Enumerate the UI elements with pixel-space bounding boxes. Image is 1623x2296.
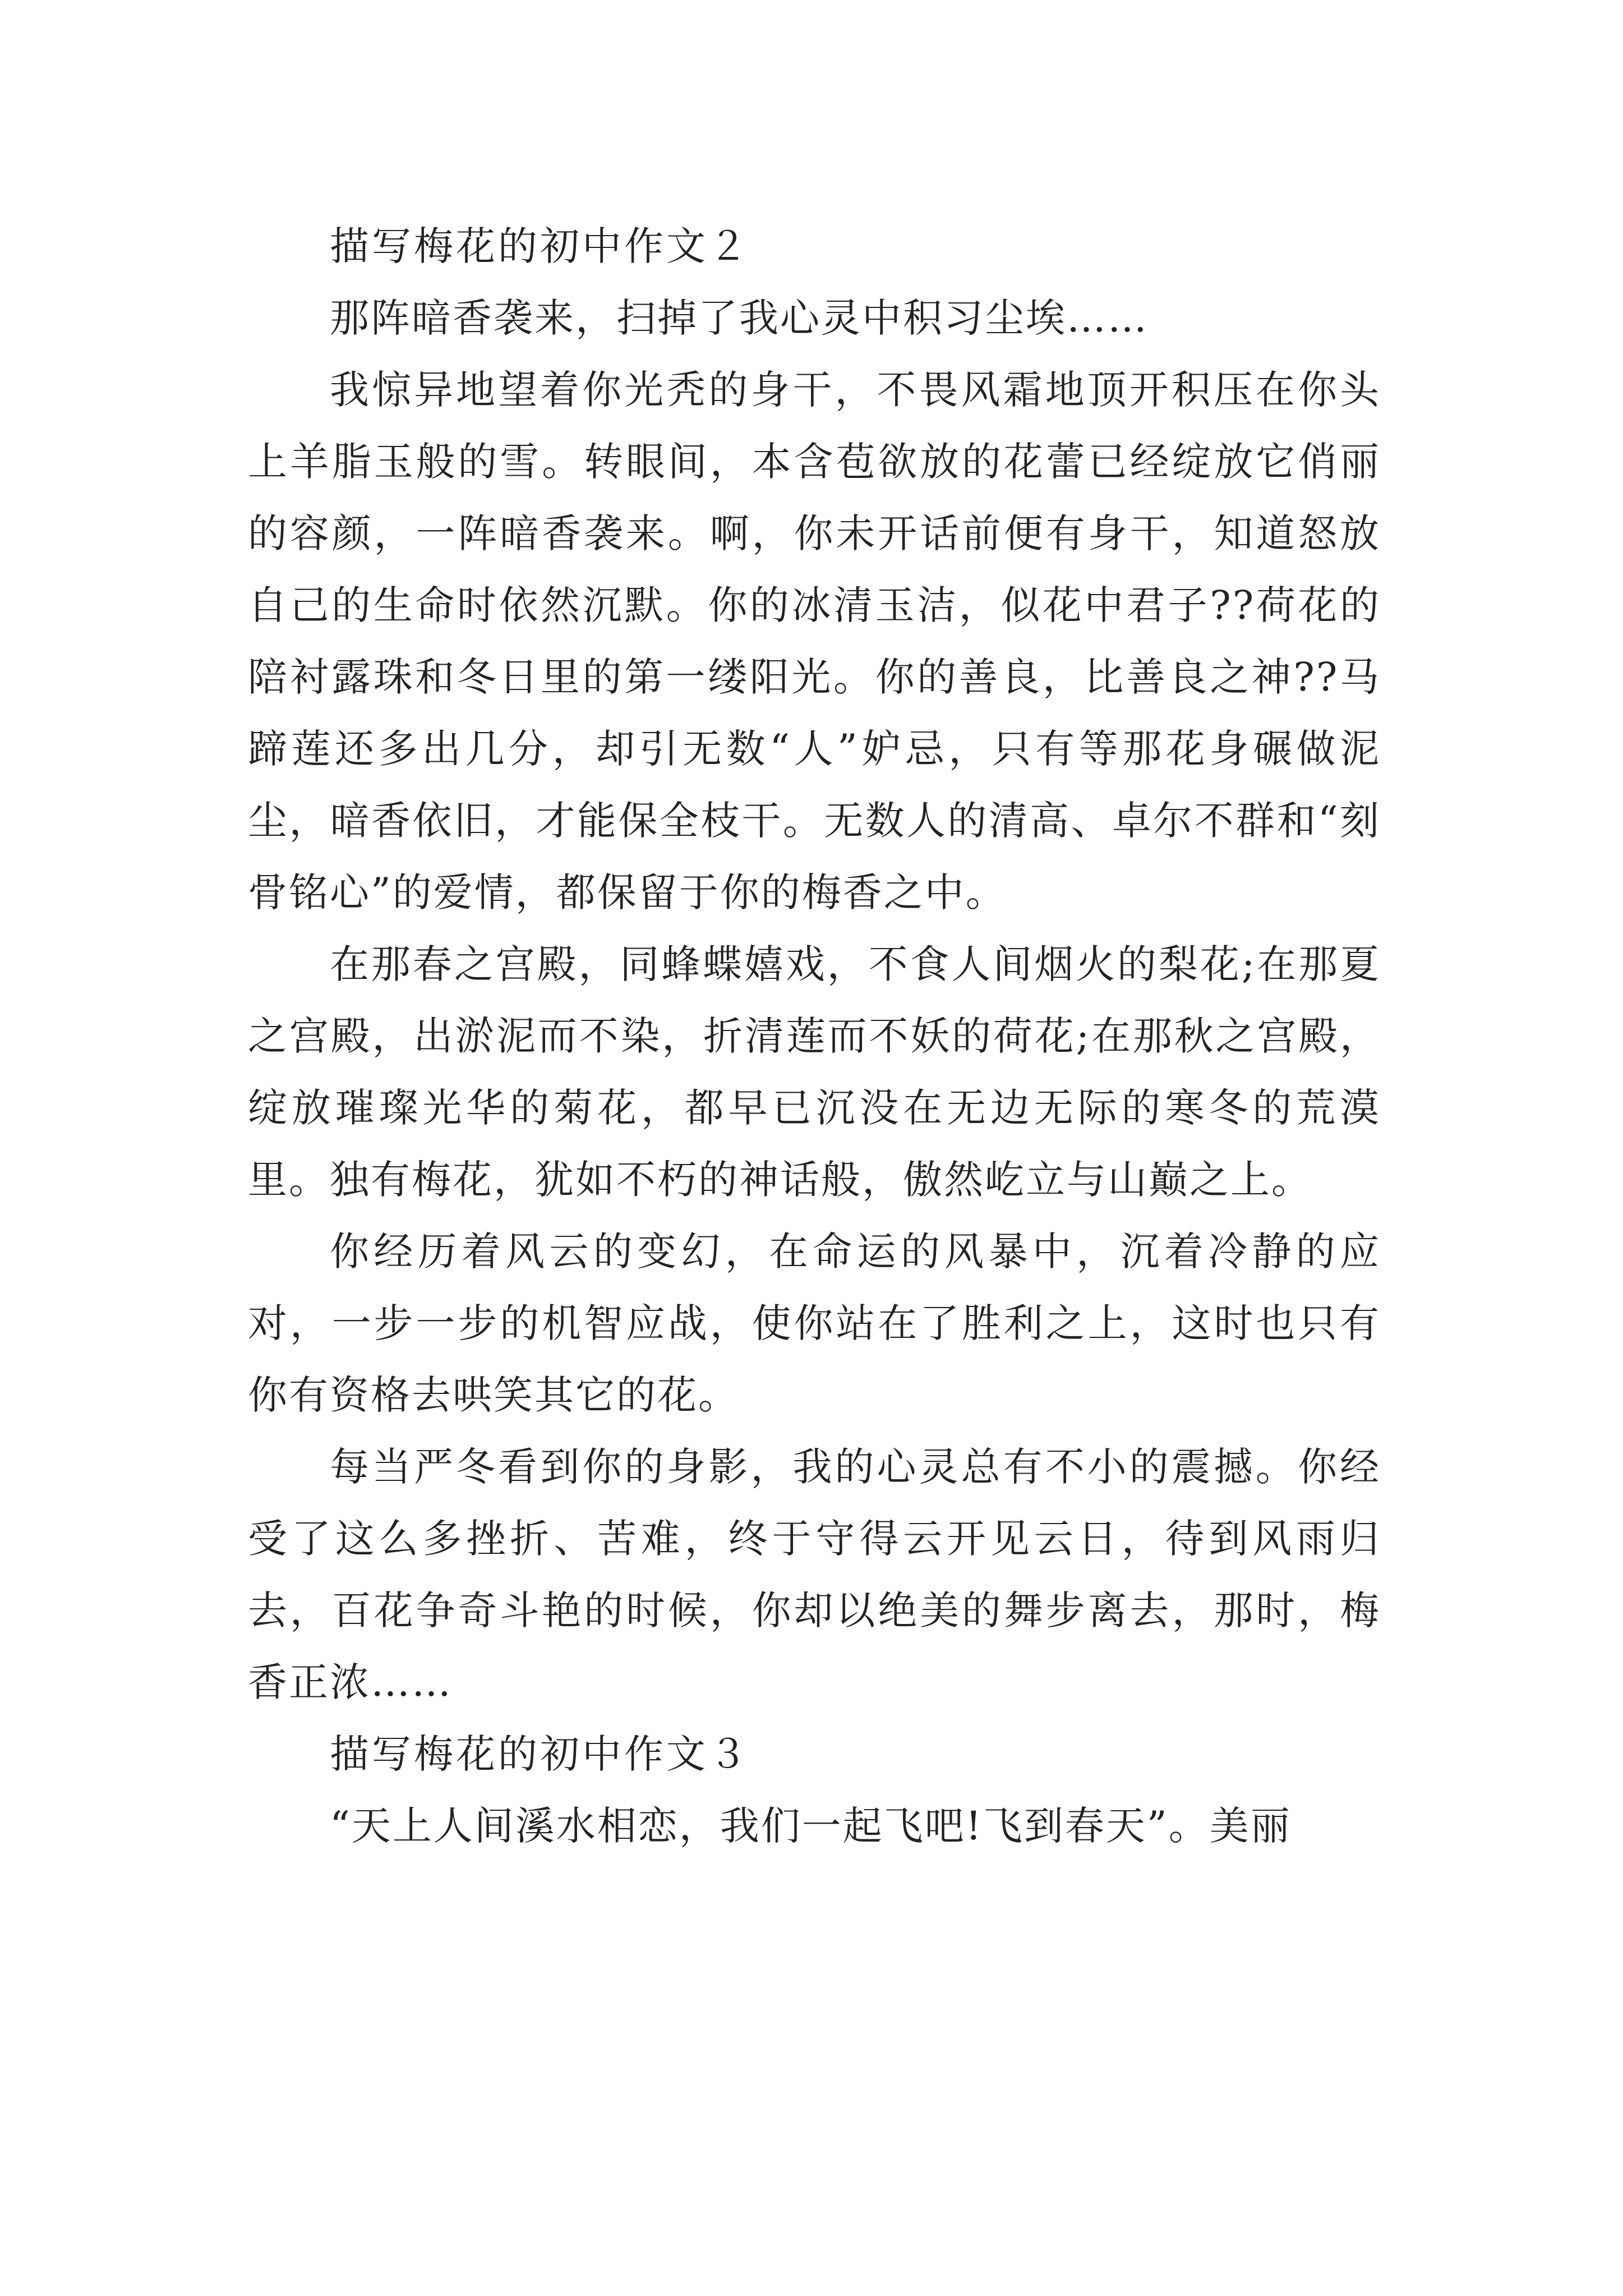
paragraph-storm: 你经历着风云的变幻，在命运的风暴中，沉着冷静的应对，一步一步的机智应战，使你站在了胜利之上，这时也只有你有资格去哄笑其它的花。	[248, 1228, 1381, 1418]
paragraph-winter: 每当严冬看到你的身影，我的心灵总有不小的震撼。你经受了这么多挫折、苦难，终于守得云开见云日，待到风雨归去，百花争奇斗艳的时候，你却以绝美的舞步离去，那时，梅香正浓……	[248, 1444, 1381, 1705]
paragraph-plum-description: 我惊异地望着你光秃的身干，不畏风霜地顶开积压在你头上羊脂玉般的雪。转眼间，本含苞欲放的花蕾已经绽放它俏丽的容颜，一阵暗香袭来。啊，你未开话前便有身干，知道怒放自己的生命时依然沉默。你的冰清玉洁，似花中君子??荷花的陪衬露珠和冬日里的第一缕阳光。你的善良，比善良之神??马蹄莲还多出几分，却引无数“人”妒忌，只有等那花身碾做泥尘，暗香依旧，才能保全枝干。无数人的清高、卓尔不群和“刻骨铭心”的爱情，都保留于你的梅香之中。	[248, 367, 1381, 915]
essay-3-title: 描写梅花的初中作文３	[330, 1731, 750, 1777]
paragraph-essay-3-start: “天上人间溪水相恋，我们一起飞吧!飞到春天”。美丽	[330, 1803, 1292, 1849]
document-body	[248, 210, 1381, 1862]
essay-2-title: 描写梅花的初中作文２	[330, 223, 750, 269]
paragraph-seasons: 在那春之宫殿，同蜂蝶嬉戏，不食人间烟火的梨花;在那夏之宫殿，出淤泥而不染，折清莲而不妖的荷花;在那秋之宫殿，绽放璀璨光华的菊花，都早已沉没在无边无际的寒冬的荒漠里。独有梅花，犹如不朽的神话般，傲然屹立与山巅之上。	[248, 941, 1381, 1203]
paragraph-intro: 那阵暗香袭来，扫掉了我心灵中积习尘埃……	[330, 295, 1149, 341]
